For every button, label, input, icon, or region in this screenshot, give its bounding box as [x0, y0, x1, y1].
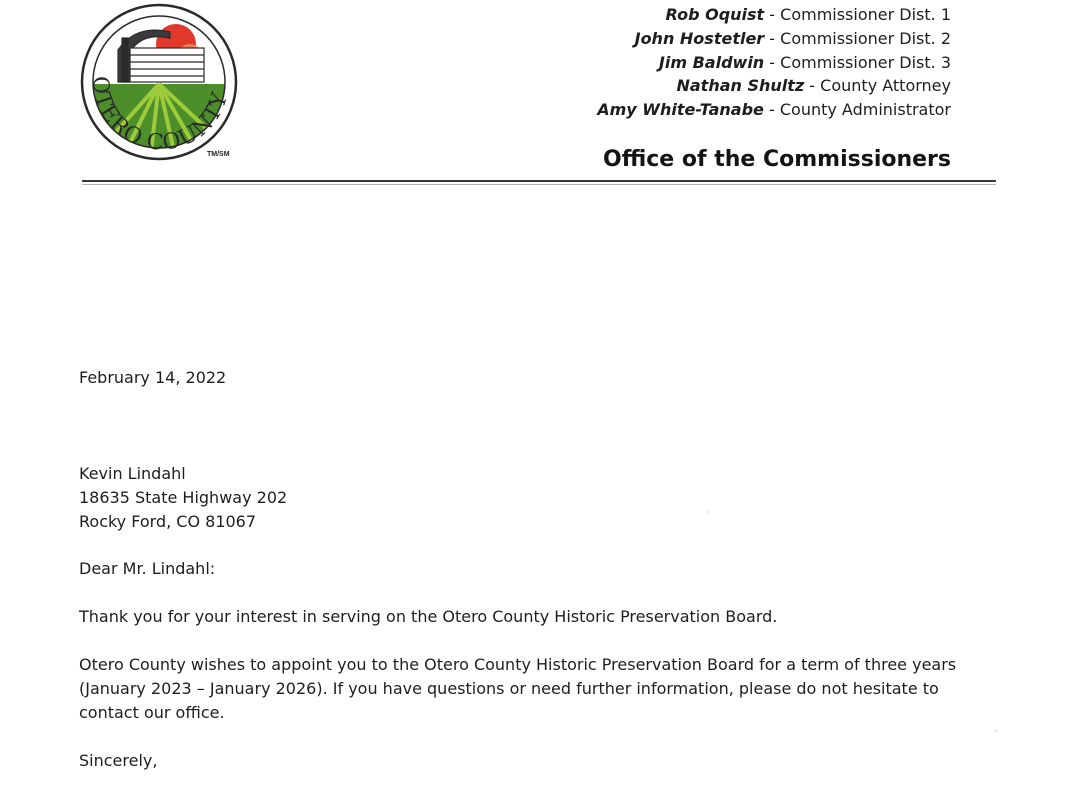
staff-list: [597, 3, 951, 122]
staff-separator: -: [764, 5, 781, 24]
paragraph-2-line: Otero County wishes to appoint you to the Otero County Historic Preservation Board for a term of three years: [79, 655, 957, 674]
staff-row: [597, 51, 951, 75]
staff-name: Nathan Shultz: [676, 76, 805, 96]
staff-name: John Hostetler: [634, 28, 765, 48]
county-seal-logo: [78, 2, 240, 162]
staff-name: Amy White-Tanabe: [597, 100, 764, 120]
recipient-city-line: Rocky Ford, CO 81067: [79, 512, 257, 531]
staff-name: Jim Baldwin: [658, 52, 765, 72]
trademark-mark: TM/SM: [207, 151, 230, 158]
staff-role: County Attorney: [820, 76, 951, 96]
staff-separator: -: [764, 52, 781, 72]
seal-text: OTERO COUNTY: [87, 75, 234, 156]
staff-role: Commissioner Dist. 1: [780, 5, 951, 24]
closing: Sincerely,: [79, 751, 158, 770]
staff-row: [597, 98, 951, 122]
staff-role: Commissioner Dist. 2: [780, 28, 951, 48]
scan-speck: [995, 730, 997, 732]
paragraph-1: Thank you for your interest in serving on the Otero County Historic Preservation Board.: [79, 607, 778, 626]
office-title: Office of the Commissioners: [603, 147, 951, 172]
recipient-name: Kevin Lindahl: [79, 464, 186, 483]
salutation: Dear Mr. Lindahl:: [79, 559, 216, 578]
staff-separator: -: [763, 100, 780, 120]
recipient-street: 18635 State Highway 202: [79, 488, 288, 507]
staff-row: [597, 27, 951, 51]
staff-name: Rob Oquist: [665, 5, 765, 24]
staff-role: Commissioner Dist. 3: [780, 52, 951, 72]
staff-separator: -: [804, 76, 821, 96]
staff-separator: -: [764, 28, 781, 48]
county-seal-icon: [78, 2, 240, 162]
staff-role: County Administrator: [779, 100, 951, 120]
header-divider: [82, 180, 996, 182]
header-divider-shadow: [82, 184, 996, 185]
paragraph-2-line: contact our office.: [79, 703, 225, 722]
scan-speck: [706, 511, 708, 513]
letter-date: February 14, 2022: [79, 368, 227, 387]
staff-row: [597, 3, 951, 27]
paragraph-2-line: (January 2023 – January 2026). If you have questions or need further information, please do not hesitate to: [79, 679, 939, 698]
staff-row: [597, 74, 951, 98]
